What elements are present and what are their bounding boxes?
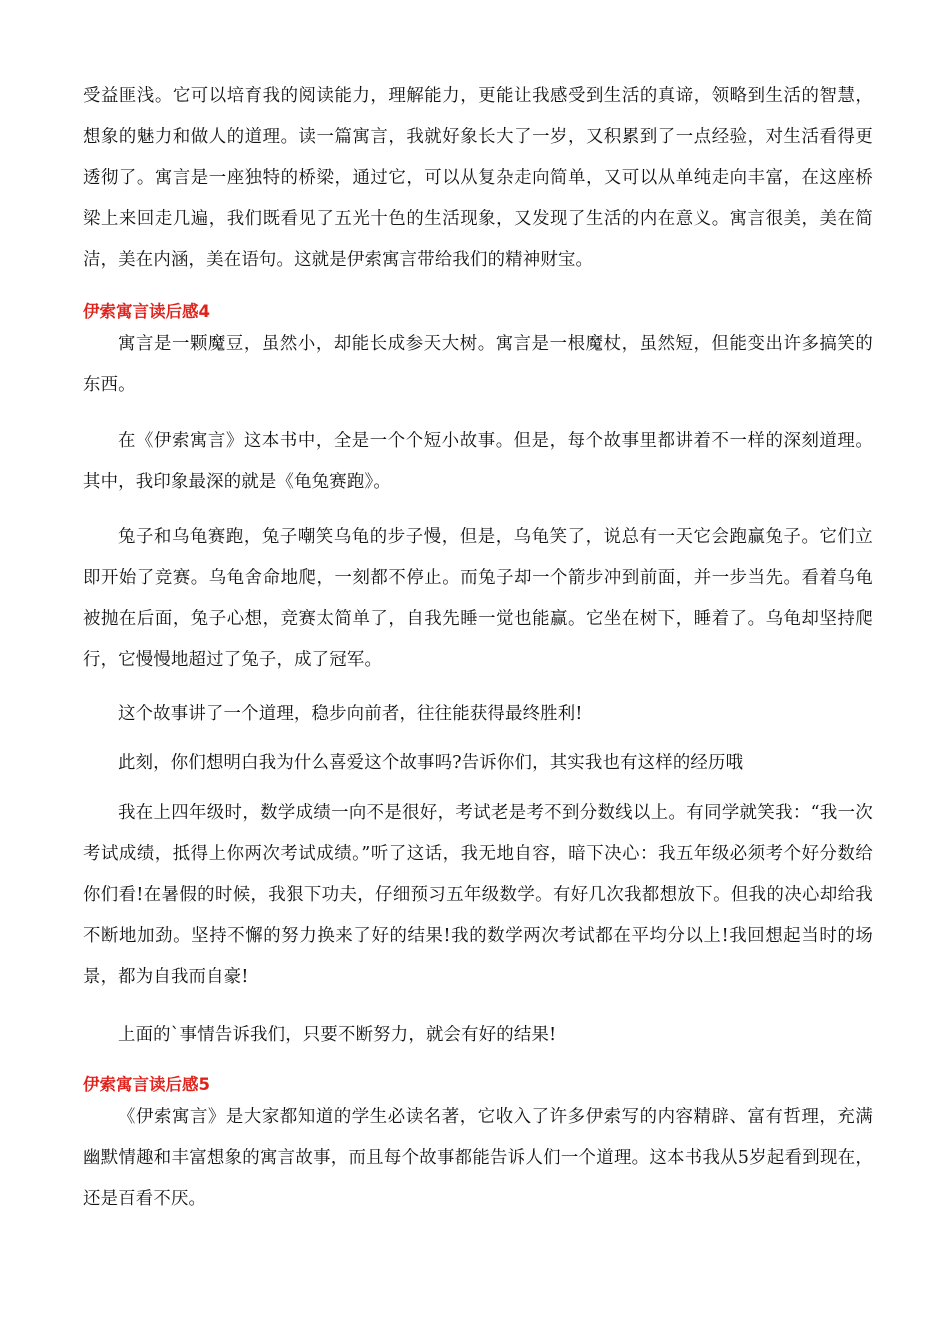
heading-reflection-4: 伊索寓言读后感4	[83, 302, 210, 321]
paragraph-tortoise-hare: 兔子和乌龟赛跑，兔子嘲笑乌龟的步子慢，但是，乌龟笑了，说总有一天它会跑赢兔子。它们立即开始了竞赛。乌龟舍命地爬，一刻都不停止。而兔子却一个箭步冲到前面，并一步当先。看着乌龟被抛在后面，兔子心想，竞赛太简单了，自我先睡一觉也能赢。它坐在树下，睡着了。乌龟却坚持爬行，它慢慢地超过了兔子，成了冠军。	[83, 527, 873, 670]
paragraph-book-stories: 在《伊索寓言》这本书中，全是一个个短小故事。但是，每个故事里都讲着不一样的深刻道理。其中，我印象最深的就是《龟兔赛跑》。	[83, 431, 873, 492]
paragraph-experience-intro: 此刻，你们想明白我为什么喜爱这个故事吗?告诉你们，其实我也有这样的经历哦	[118, 753, 744, 773]
paragraph-aesop-book: 《伊索寓言》是大家都知道的学生必读名著，它收入了许多伊索写的内容精辟、富有哲理，充满幽默情趣和丰富想象的寓言故事，而且每个故事都能告诉人们一个道理。这本书我从5岁起看到现在，还是百看不厌。	[83, 1107, 873, 1209]
heading-reflection-5: 伊索寓言读后感5	[83, 1075, 210, 1094]
paragraph-math-story: 我在上四年级时，数学成绩一向不是很好，考试老是考不到分数线以上。有同学就笑我：“我一次考试成绩，抵得上你两次考试成绩。”听了这话，我无地自容，暗下决心：我五年级必须考个好分数给你们看!在暑假的时候，我狠下功夫，仔细预习五年级数学。有好几次我都想放下。但我的决心却给我不断地加劲。坚持不懈的努力换来了好的结果!我的数学两次考试都在平均分以上!我回想起当时的场景，都为自我而自豪!	[83, 803, 873, 987]
paragraph-lesson: 这个故事讲了一个道理，稳步向前者，往往能获得最终胜利!	[118, 704, 583, 724]
paragraph-conclusion: 上面的`事情告诉我们，只要不断努力，就会有好的结果!	[118, 1025, 557, 1045]
paragraph-intro: 受益匪浅。它可以培育我的阅读能力，理解能力，更能让我感受到生活的真谛，领略到生活的智慧，想象的魅力和做人的道理。读一篇寓言，我就好象长大了一岁，又积累到了一点经验，对生活看得更透彻了。寓言是一座独特的桥梁，通过它，可以从复杂走向简单，又可以从单纯走向丰富，在这座桥梁上来回走几遍，我们既看见了五光十色的生活现象，又发现了生活的内在意义。寓言很美，美在简洁，美在内涵，美在语句。这就是伊索寓言带给我们的精神财宝。	[83, 86, 873, 270]
paragraph-magic-bean: 寓言是一颗魔豆，虽然小，却能长成参天大树。寓言是一根魔杖，虽然短，但能变出许多搞笑的东西。	[83, 334, 873, 395]
